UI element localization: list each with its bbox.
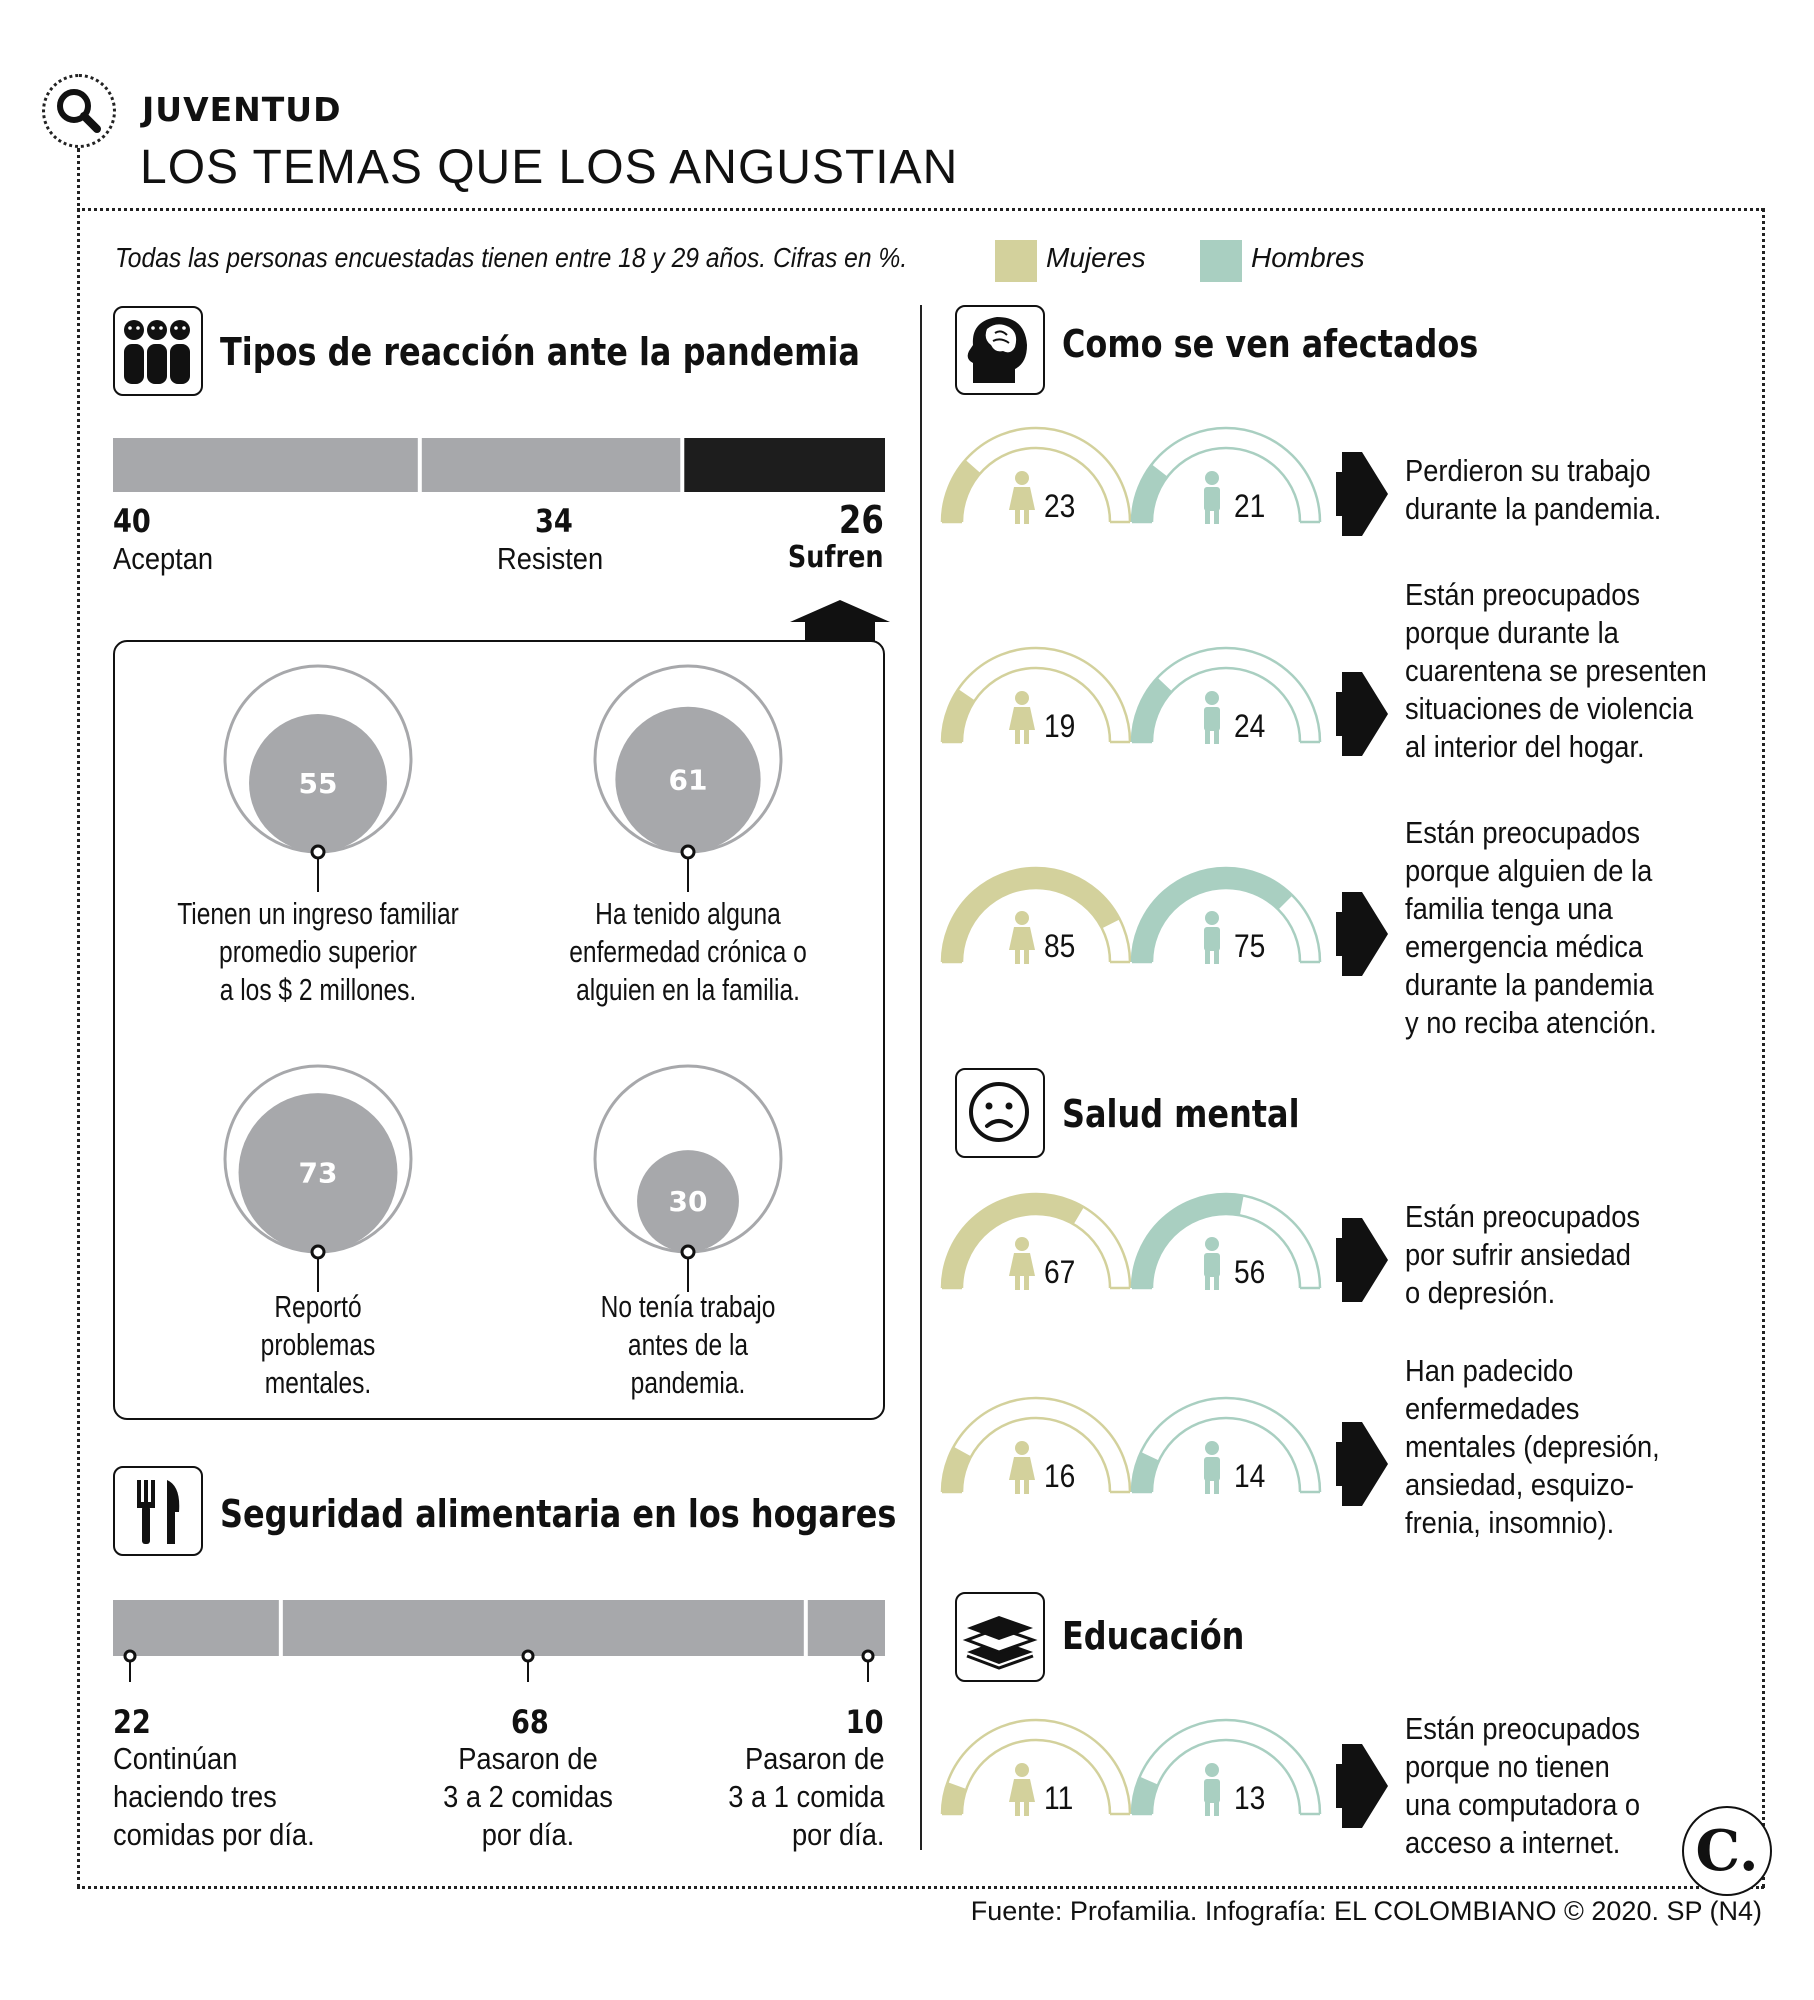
gauge-women-outline-inner-1: [962, 668, 1110, 742]
gauge-women-value-4: 16: [1044, 1458, 1076, 1494]
gauge-men-outline-inner-0: [1152, 448, 1300, 522]
food-value-0: 22: [113, 1703, 151, 1741]
gauge-men-outline-outer-5: [1132, 1720, 1320, 1814]
source-credit: Fuente: Profamilia. Infografía: EL COLOMBIANO © 2020. SP (N4): [970, 1896, 1762, 1926]
arrow-stem-0: [1336, 472, 1366, 516]
bubble-value-1: 61: [668, 763, 708, 797]
food-label-0: Continúan haciendo tres comidas por día.: [113, 1741, 315, 1852]
section-title-mental: Salud mental: [1062, 1092, 1300, 1136]
gauge-men-outline-inner-1: [1152, 668, 1300, 742]
arrow-stem-5: [1336, 1764, 1366, 1808]
section-title-food: Seguridad alimentaria en los hogares: [220, 1492, 897, 1536]
gauge-men-value-5: 13: [1234, 1780, 1266, 1816]
gauge-men-fill-4: [1142, 1456, 1150, 1492]
kicker: JUVENTUD: [142, 90, 342, 129]
arrow-stem-4: [1336, 1442, 1366, 1486]
woman-icon-5: [1009, 1763, 1035, 1816]
gauge-text-0: Perdieron su trabajo durante la pandemia.: [1405, 453, 1662, 526]
gauge-women-value-2: 85: [1044, 928, 1076, 964]
gauge-text-2: Están preocupados porque alguien de la familia tenga una emergencia médica durante la pandemia y no reciba atención.: [1405, 815, 1657, 1040]
section-title-affected: Como se ven afectados: [1062, 322, 1479, 366]
legend-label-women: Mujeres: [1046, 242, 1146, 273]
woman-icon-2: [1009, 911, 1035, 964]
arrow-stem-3: [1336, 1238, 1366, 1282]
gauge-women-fill-1: [952, 695, 967, 742]
woman-icon-0: [1009, 471, 1035, 524]
gauge-men-value-1: 24: [1234, 708, 1266, 744]
bubble-value-2: 73: [298, 1156, 338, 1190]
gauge-men-value-3: 56: [1234, 1254, 1266, 1290]
gauge-men-value-0: 21: [1234, 488, 1266, 524]
man-icon-4: [1204, 1441, 1220, 1494]
reaction-label-0: Aceptan: [113, 541, 214, 576]
gauge-women-value-3: 67: [1044, 1254, 1076, 1290]
gauge-women-value-0: 23: [1044, 488, 1076, 524]
gauge-text-5: Están preocupados porque no tienen una computadora o acceso a internet.: [1405, 1711, 1641, 1860]
reaction-value-0: 40: [113, 502, 151, 540]
reaction-label-2: Sufren: [788, 540, 884, 575]
gauge-women-outline-inner-4: [962, 1418, 1110, 1492]
section-title-education: Educación: [1062, 1614, 1245, 1658]
survey-note: Todas las personas encuestadas tienen entre 18 y 29 años. Cifras en %.: [115, 242, 908, 273]
gauge-women-fill-5: [952, 1786, 957, 1814]
gauge-men-fill-3: [1142, 1204, 1242, 1288]
gauge-men-outline-inner-4: [1152, 1418, 1300, 1492]
gauge-text-1: Están preocupados porque durante la cuarentena se presenten situaciones de violencia al interior del hogar.: [1405, 577, 1707, 764]
gauge-women-outline-inner-0: [962, 448, 1110, 522]
reaction-value-1: 34: [535, 502, 573, 540]
woman-icon-1: [1009, 691, 1035, 744]
gauge-women-fill-4: [952, 1452, 962, 1492]
food-value-1: 68: [511, 1703, 549, 1741]
logo-text: C.: [1695, 1818, 1759, 1884]
arrow-stem-2: [1336, 912, 1366, 956]
gauge-women-outline-inner-5: [962, 1740, 1110, 1814]
reaction-value-2: 26: [839, 498, 884, 542]
man-icon-2: [1204, 911, 1220, 964]
woman-icon-4: [1009, 1441, 1035, 1494]
man-icon-3: [1204, 1237, 1220, 1290]
gauge-men-value-4: 14: [1234, 1458, 1266, 1494]
bubble-value-0: 55: [298, 767, 338, 801]
food-value-2: 10: [846, 1703, 884, 1741]
gauge-men-outline-outer-4: [1132, 1398, 1320, 1492]
gauge-men-outline-inner-5: [1152, 1740, 1300, 1814]
woman-icon-3: [1009, 1237, 1035, 1290]
gauge-women-outline-outer-5: [942, 1720, 1130, 1814]
man-icon-1: [1204, 691, 1220, 744]
reaction-label-1: Resisten: [497, 541, 604, 576]
man-icon-5: [1204, 1763, 1220, 1816]
bubble-value-3: 30: [668, 1185, 708, 1219]
gauge-text-4: Han padecido enfermedades mentales (depresión, ansiedad, esquizo- frenia, insomnio).: [1405, 1353, 1660, 1540]
gauge-women-value-5: 11: [1044, 1780, 1074, 1816]
legend-label-men: Hombres: [1251, 242, 1365, 273]
gauge-women-outline-outer-1: [942, 648, 1130, 742]
gauge-men-value-2: 75: [1234, 928, 1266, 964]
man-icon-0: [1204, 471, 1220, 524]
section-title-reaction: Tipos de reacción ante la pandemia: [220, 330, 860, 374]
page-title: LOS TEMAS QUE LOS ANGUSTIAN: [140, 141, 959, 194]
gauge-men-fill-5: [1142, 1781, 1149, 1814]
logo: [1682, 1806, 1772, 1896]
gauge-text-3: Están preocupados por sufrir ansiedad o depresión.: [1405, 1199, 1641, 1310]
food-label-2: Pasaron de 3 a 1 comida por día.: [727, 1741, 884, 1852]
gauge-women-value-1: 19: [1044, 708, 1076, 744]
arrow-stem-1: [1336, 692, 1366, 736]
gauge-women-outline-outer-4: [942, 1398, 1130, 1492]
